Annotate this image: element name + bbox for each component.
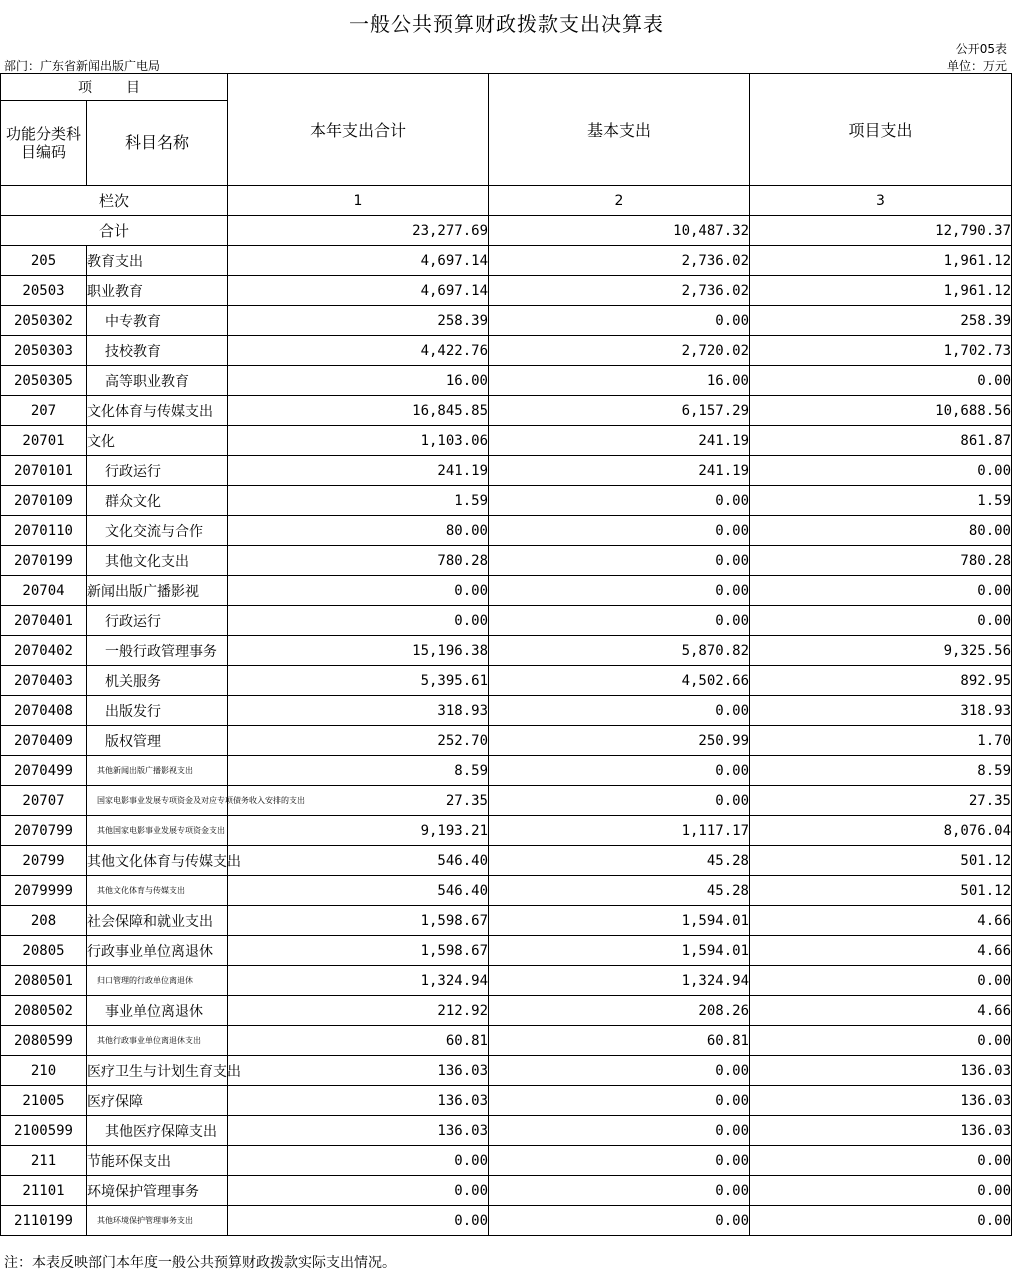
- row-code: 20805: [1, 936, 87, 966]
- row-name: 其他行政事业单位离退休支出: [87, 1026, 228, 1056]
- row-code: 2070499: [1, 756, 87, 786]
- table-row: [1, 906, 1012, 936]
- table-row: [1, 1086, 1012, 1116]
- row-basic: 0.00: [489, 756, 750, 786]
- row-project: 861.87: [750, 426, 1012, 456]
- row-total: 9,193.21: [228, 816, 489, 846]
- row-basic: 45.28: [489, 876, 750, 906]
- row-basic: 250.99: [489, 726, 750, 756]
- row-code: 2050302: [1, 306, 87, 336]
- row-code: 2070401: [1, 606, 87, 636]
- header-code: 功能分类科目编码: [1, 101, 87, 186]
- row-name: 其他环境保护管理事务支出: [87, 1206, 228, 1236]
- row-project: 0.00: [750, 1026, 1012, 1056]
- table-row: [1, 366, 1012, 396]
- row-basic: 2,736.02: [489, 276, 750, 306]
- row-project: 1.59: [750, 486, 1012, 516]
- row-code: 20799: [1, 846, 87, 876]
- row-total: 4,697.14: [228, 276, 489, 306]
- row-total: 212.92: [228, 996, 489, 1026]
- row-project: 1,961.12: [750, 276, 1012, 306]
- table-row: [1, 996, 1012, 1026]
- table-row: [1, 546, 1012, 576]
- row-project: 501.12: [750, 846, 1012, 876]
- row-project: 1,961.12: [750, 246, 1012, 276]
- row-project: 8.59: [750, 756, 1012, 786]
- row-code: 2070408: [1, 696, 87, 726]
- row-name: 其他文化支出: [87, 546, 228, 576]
- row-total: 60.81: [228, 1026, 489, 1056]
- row-code: 2050305: [1, 366, 87, 396]
- row-code: 20503: [1, 276, 87, 306]
- row-basic: 241.19: [489, 456, 750, 486]
- row-name: 出版发行: [87, 696, 228, 726]
- row-project: 4.66: [750, 936, 1012, 966]
- row-basic: 2,736.02: [489, 246, 750, 276]
- row-name: 文化交流与合作: [87, 516, 228, 546]
- row-total: 4,697.14: [228, 246, 489, 276]
- row-project: 27.35: [750, 786, 1012, 816]
- row-project: 80.00: [750, 516, 1012, 546]
- row-basic: 60.81: [489, 1026, 750, 1056]
- row-project: 0.00: [750, 606, 1012, 636]
- row-code: 207: [1, 396, 87, 426]
- row-total: 4,422.76: [228, 336, 489, 366]
- row-total: 1,324.94: [228, 966, 489, 996]
- row-project: 501.12: [750, 876, 1012, 906]
- row-name: 职业教育: [87, 276, 228, 306]
- row-total: 27.35: [228, 786, 489, 816]
- table-row: [1, 756, 1012, 786]
- row-project: 1,702.73: [750, 336, 1012, 366]
- row-basic: 2,720.02: [489, 336, 750, 366]
- table-row: [1, 1026, 1012, 1056]
- table-row: [1, 306, 1012, 336]
- row-name: 版权管理: [87, 726, 228, 756]
- total-label: 合计: [1, 216, 228, 246]
- table-row: [1, 636, 1012, 666]
- row-project: 1.70: [750, 726, 1012, 756]
- unit-label: 单位：万元: [946, 59, 1007, 73]
- row-name: 技校教育: [87, 336, 228, 366]
- table-row: [1, 276, 1012, 306]
- row-project: 0.00: [750, 1206, 1012, 1236]
- table-row: [1, 1056, 1012, 1086]
- row-code: 20707: [1, 786, 87, 816]
- row-total: 136.03: [228, 1116, 489, 1146]
- row-name: 文化: [87, 426, 228, 456]
- row-name: 行政运行: [87, 606, 228, 636]
- row-basic: 45.28: [489, 846, 750, 876]
- row-name: 高等职业教育: [87, 366, 228, 396]
- row-project: 136.03: [750, 1116, 1012, 1146]
- table-row: [1, 666, 1012, 696]
- row-total: 0.00: [228, 1146, 489, 1176]
- row-basic: 0.00: [489, 1086, 750, 1116]
- row-total: 16,845.85: [228, 396, 489, 426]
- row-name: 其他新闻出版广播影视支出: [87, 756, 228, 786]
- row-code: 2080599: [1, 1026, 87, 1056]
- row-basic: 0.00: [489, 606, 750, 636]
- row-code: 2070101: [1, 456, 87, 486]
- table-row: [1, 966, 1012, 996]
- table-row: [1, 846, 1012, 876]
- row-code: 2070403: [1, 666, 87, 696]
- row-basic: 0.00: [489, 486, 750, 516]
- row-name: 归口管理的行政单位离退休: [87, 966, 228, 996]
- row-name: 其他文化体育与传媒支出: [87, 876, 228, 906]
- row-total: 780.28: [228, 546, 489, 576]
- row-name: 其他国家电影事业发展专项资金支出: [87, 816, 228, 846]
- row-code: 2080501: [1, 966, 87, 996]
- row-total: 136.03: [228, 1056, 489, 1086]
- row-total: 546.40: [228, 846, 489, 876]
- table-row: [1, 696, 1012, 726]
- row-total: 5,395.61: [228, 666, 489, 696]
- row-name: 行政事业单位离退休: [87, 936, 228, 966]
- row-basic: 241.19: [489, 426, 750, 456]
- row-name: 其他医疗保障支出: [87, 1116, 228, 1146]
- row-code: 2070402: [1, 636, 87, 666]
- header-column-index: 栏次: [1, 186, 228, 216]
- expenditure-table: [0, 73, 1012, 1236]
- row-name: 教育支出: [87, 246, 228, 276]
- row-basic: 0.00: [489, 576, 750, 606]
- row-name: 群众文化: [87, 486, 228, 516]
- row-code: 20701: [1, 426, 87, 456]
- row-project: 8,076.04: [750, 816, 1012, 846]
- row-basic: 0.00: [489, 1056, 750, 1086]
- header-col3: 3: [750, 186, 1012, 216]
- row-project: 0.00: [750, 456, 1012, 486]
- row-project: 4.66: [750, 996, 1012, 1026]
- row-name: 社会保障和就业支出: [87, 906, 228, 936]
- department-label: 部门：广东省新闻出版广电局: [4, 59, 161, 73]
- footnote: 注：本表反映部门本年度一般公共预算财政拨款实际支出情况。: [4, 1255, 396, 1271]
- table-row: [1, 1176, 1012, 1206]
- row-name: 行政运行: [87, 456, 228, 486]
- header-item: 项 目: [1, 74, 228, 101]
- row-total: 318.93: [228, 696, 489, 726]
- row-total: 1,598.67: [228, 936, 489, 966]
- row-total: 136.03: [228, 1086, 489, 1116]
- row-code: 2079999: [1, 876, 87, 906]
- row-total: 241.19: [228, 456, 489, 486]
- table-row: [1, 606, 1012, 636]
- row-name: 机关服务: [87, 666, 228, 696]
- row-total: 252.70: [228, 726, 489, 756]
- row-project: 0.00: [750, 966, 1012, 996]
- table-row: [1, 876, 1012, 906]
- row-name: 中专教育: [87, 306, 228, 336]
- table-row: [1, 1206, 1012, 1236]
- row-name: 文化体育与传媒支出: [87, 396, 228, 426]
- row-total: 1,598.67: [228, 906, 489, 936]
- row-project: 780.28: [750, 546, 1012, 576]
- row-code: 208: [1, 906, 87, 936]
- row-code: 2070199: [1, 546, 87, 576]
- header-total: 本年支出合计: [228, 74, 489, 186]
- row-code: 205: [1, 246, 87, 276]
- table-row: [1, 246, 1012, 276]
- row-code: 2070799: [1, 816, 87, 846]
- row-name: 事业单位离退休: [87, 996, 228, 1026]
- table-row: [1, 516, 1012, 546]
- row-basic: 0.00: [489, 1206, 750, 1236]
- row-basic: 0.00: [489, 546, 750, 576]
- table-row: [1, 1146, 1012, 1176]
- row-total: 258.39: [228, 306, 489, 336]
- header-basic: 基本支出: [489, 74, 750, 186]
- row-basic: 0.00: [489, 1146, 750, 1176]
- row-total: 16.00: [228, 366, 489, 396]
- row-project: 0.00: [750, 1176, 1012, 1206]
- row-total: 15,196.38: [228, 636, 489, 666]
- row-name: 一般行政管理事务: [87, 636, 228, 666]
- row-project: 258.39: [750, 306, 1012, 336]
- row-code: 2070110: [1, 516, 87, 546]
- total-row: [1, 216, 1012, 246]
- row-basic: 0.00: [489, 786, 750, 816]
- table-row: [1, 576, 1012, 606]
- total-amount: 23,277.69: [228, 216, 489, 246]
- row-basic: 0.00: [489, 1116, 750, 1146]
- row-basic: 0.00: [489, 696, 750, 726]
- row-total: 546.40: [228, 876, 489, 906]
- row-basic: 0.00: [489, 306, 750, 336]
- row-name: 医疗保障: [87, 1086, 228, 1116]
- row-basic: 1,594.01: [489, 936, 750, 966]
- row-code: 2080502: [1, 996, 87, 1026]
- row-basic: 208.26: [489, 996, 750, 1026]
- total-project: 12,790.37: [750, 216, 1012, 246]
- header-name: 科目名称: [87, 101, 228, 186]
- row-project: 136.03: [750, 1086, 1012, 1116]
- row-code: 21005: [1, 1086, 87, 1116]
- row-name: 其他文化体育与传媒支出: [87, 846, 228, 876]
- row-name: 节能环保支出: [87, 1146, 228, 1176]
- row-code: 2070109: [1, 486, 87, 516]
- table-row: [1, 786, 1012, 816]
- row-name: 新闻出版广播影视: [87, 576, 228, 606]
- row-project: 318.93: [750, 696, 1012, 726]
- row-total: 1.59: [228, 486, 489, 516]
- row-project: 9,325.56: [750, 636, 1012, 666]
- header-col2: 2: [489, 186, 750, 216]
- table-row: [1, 456, 1012, 486]
- table-row: [1, 426, 1012, 456]
- table-row: [1, 816, 1012, 846]
- table-row: [1, 396, 1012, 426]
- row-total: 0.00: [228, 1206, 489, 1236]
- header-project: 项目支出: [750, 74, 1012, 186]
- row-code: 2110199: [1, 1206, 87, 1236]
- row-total: 0.00: [228, 606, 489, 636]
- row-total: 8.59: [228, 756, 489, 786]
- table-row: [1, 726, 1012, 756]
- row-project: 892.95: [750, 666, 1012, 696]
- page-title: 一般公共预算财政拨款支出决算表: [349, 12, 664, 36]
- row-basic: 5,870.82: [489, 636, 750, 666]
- row-total: 1,103.06: [228, 426, 489, 456]
- row-code: 21101: [1, 1176, 87, 1206]
- table-row: [1, 336, 1012, 366]
- row-code: 210: [1, 1056, 87, 1086]
- row-basic: 0.00: [489, 1176, 750, 1206]
- row-project: 0.00: [750, 1146, 1012, 1176]
- row-name: 国家电影事业发展专项资金及对应专项债务收入安排的支出: [87, 786, 228, 816]
- row-name: 环境保护管理事务: [87, 1176, 228, 1206]
- row-basic: 4,502.66: [489, 666, 750, 696]
- row-basic: 1,117.17: [489, 816, 750, 846]
- row-total: 0.00: [228, 1176, 489, 1206]
- row-total: 80.00: [228, 516, 489, 546]
- row-project: 0.00: [750, 576, 1012, 606]
- row-basic: 6,157.29: [489, 396, 750, 426]
- row-project: 10,688.56: [750, 396, 1012, 426]
- row-code: 2100599: [1, 1116, 87, 1146]
- row-name: 医疗卫生与计划生育支出: [87, 1056, 228, 1086]
- table-row: [1, 936, 1012, 966]
- row-basic: 1,324.94: [489, 966, 750, 996]
- row-project: 0.00: [750, 366, 1012, 396]
- table-row: [1, 486, 1012, 516]
- row-code: 2050303: [1, 336, 87, 366]
- row-project: 4.66: [750, 906, 1012, 936]
- row-basic: 16.00: [489, 366, 750, 396]
- row-code: 2070409: [1, 726, 87, 756]
- row-basic: 0.00: [489, 516, 750, 546]
- header-col1: 1: [228, 186, 489, 216]
- table-row: [1, 1116, 1012, 1146]
- form-number: 公开05表: [955, 42, 1007, 56]
- row-basic: 1,594.01: [489, 906, 750, 936]
- total-basic: 10,487.32: [489, 216, 750, 246]
- row-code: 211: [1, 1146, 87, 1176]
- row-project: 136.03: [750, 1056, 1012, 1086]
- row-code: 20704: [1, 576, 87, 606]
- row-total: 0.00: [228, 576, 489, 606]
